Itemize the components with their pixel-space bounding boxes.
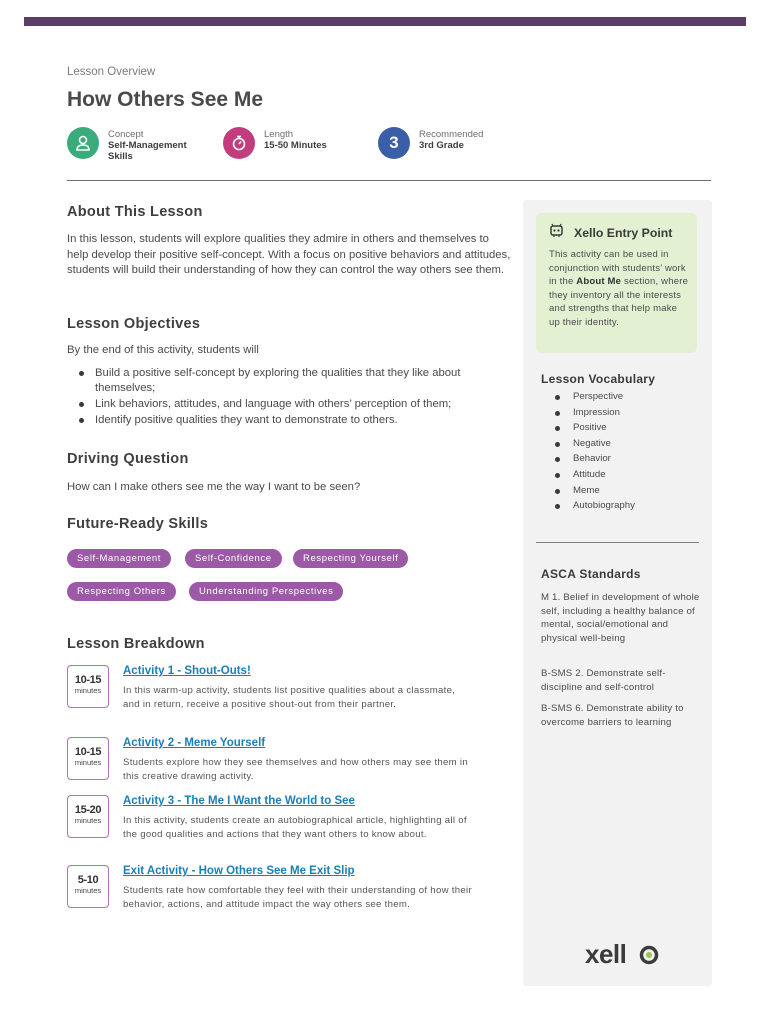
header-divider [67, 180, 711, 181]
activity-description: Students rate how comfortable they feel with their understanding of how their behavior, actions, and attitude impact the way others see them. [123, 885, 472, 910]
vocab-item: Positive [555, 420, 635, 436]
skill-chip: Respecting Yourself [293, 549, 408, 568]
vocab-item: Impression [555, 405, 635, 421]
vocab-item: Behavior [555, 451, 635, 467]
asca-heading: ASCA Standards [541, 567, 641, 581]
vocab-item: Negative [555, 436, 635, 452]
activity-link[interactable]: Exit Activity - How Others See Me Exit Slip [123, 865, 355, 877]
objectives-intro: By the end of this activity, students will [67, 344, 259, 356]
entry-point-bold: About Me [576, 276, 622, 287]
meta-length-label: Length [264, 129, 294, 140]
objective-item: Identify positive qualities they want to demonstrate to others. [77, 413, 517, 428]
meta-recommended-label: Recommended [419, 129, 484, 140]
duration-minutes: 5-10 [77, 874, 99, 886]
duration-unit: minutes [74, 816, 102, 825]
top-bar [24, 17, 746, 26]
duration-minutes: 15-20 [74, 804, 102, 816]
skill-chip: Respecting Others [67, 582, 176, 601]
duration-box [67, 865, 109, 908]
driving-text: How can I make others see me the way I want to be seen? [67, 481, 361, 493]
page-title: How Others See Me [67, 88, 264, 111]
entry-point-title: Xello Entry Point [574, 226, 673, 240]
breakdown-heading: Lesson Breakdown [67, 636, 205, 652]
xello-entry-icon [549, 223, 564, 243]
objectives-heading: Lesson Objectives [67, 316, 201, 332]
objective-item: Link behaviors, attitudes, and language with others’ perception of them; [77, 397, 517, 412]
activity-description: In this activity, students create an autobiographical article, highlighting all of the good qualities and actions that they want others to know about. [123, 815, 467, 840]
driving-heading: Driving Question [67, 451, 189, 467]
entry-point-text: This activity can be used in conjunction with students’ work in the About Me section, where they inventory all the interests and strengths that help make up their identity. [549, 249, 689, 328]
entry-point-card [536, 213, 697, 353]
duration-minutes: 10-15 [74, 674, 102, 686]
vocab-item: Perspective [555, 389, 635, 405]
about-heading: About This Lesson [67, 204, 203, 220]
sidebar-divider [536, 542, 699, 543]
meta-recommended [378, 127, 514, 159]
meta-concept-value: Self-Management Skills [108, 140, 187, 162]
vocab-list [555, 389, 635, 514]
about-text: In this lesson, students will explore qualities they admire in others and themselves to help develop their positive self-concept. With a focus on positive behaviors and attitudes, students will build their understanding of how they can control the way others see them. [67, 233, 511, 276]
duration-unit: minutes [74, 886, 102, 895]
meta-length [223, 127, 359, 159]
vocab-item: Attitude [555, 467, 635, 483]
skills-heading: Future-Ready Skills [67, 516, 209, 532]
duration-unit: minutes [74, 758, 102, 767]
activity-link[interactable]: Activity 3 - The Me I Want the World to See [123, 795, 355, 807]
xello-logo [585, 940, 661, 977]
objective-item: Build a positive self-concept by exploring the qualities that they like about themselves; [77, 366, 517, 396]
meta-length-value: 15-50 Minutes [264, 140, 327, 151]
meta-concept [67, 127, 203, 162]
activity-description: Students explore how they see themselves and how others may see them in this creative drawing activity. [123, 757, 468, 782]
duration-box [67, 795, 109, 838]
duration-box [67, 737, 109, 780]
meta-recommended-value: 3rd Grade [419, 140, 464, 151]
activity-link[interactable]: Activity 1 - Shout-Outs! [123, 665, 251, 677]
duration-unit: minutes [74, 686, 102, 695]
activity-description: In this warm-up activity, students list positive qualities about a classmate, and in return, receive a positive shout-out from their partner. [123, 685, 456, 710]
stopwatch-icon [223, 127, 255, 159]
asca-standard: B-SMS 6. Demonstrate ability to overcome barriers to learning [541, 703, 684, 728]
activity-link[interactable]: Activity 2 - Meme Yourself [123, 737, 266, 749]
person-icon [67, 127, 99, 159]
svg-text:xell: xell [585, 940, 627, 969]
duration-box [67, 665, 109, 708]
sidebar [523, 200, 712, 986]
skill-chip: Self-Management [67, 549, 171, 568]
skill-chip: Self-Confidence [185, 549, 282, 568]
objectives-list [77, 366, 517, 429]
vocab-heading: Lesson Vocabulary [541, 372, 656, 386]
meta-concept-label: Concept [108, 129, 144, 140]
vocab-item: Meme [555, 483, 635, 499]
duration-minutes: 10-15 [74, 746, 102, 758]
skill-chip: Understanding Perspectives [189, 582, 343, 601]
grade-badge: 3 [378, 127, 410, 159]
asca-standard: M 1. Belief in development of whole self, including a healthy balance of mental, social/emotional and physical well-being [541, 592, 700, 644]
overview-label: Lesson Overview [67, 66, 156, 78]
asca-standard: B-SMS 2. Demonstrate self-discipline and self-control [541, 668, 666, 693]
vocab-item: Autobiography [555, 498, 635, 514]
